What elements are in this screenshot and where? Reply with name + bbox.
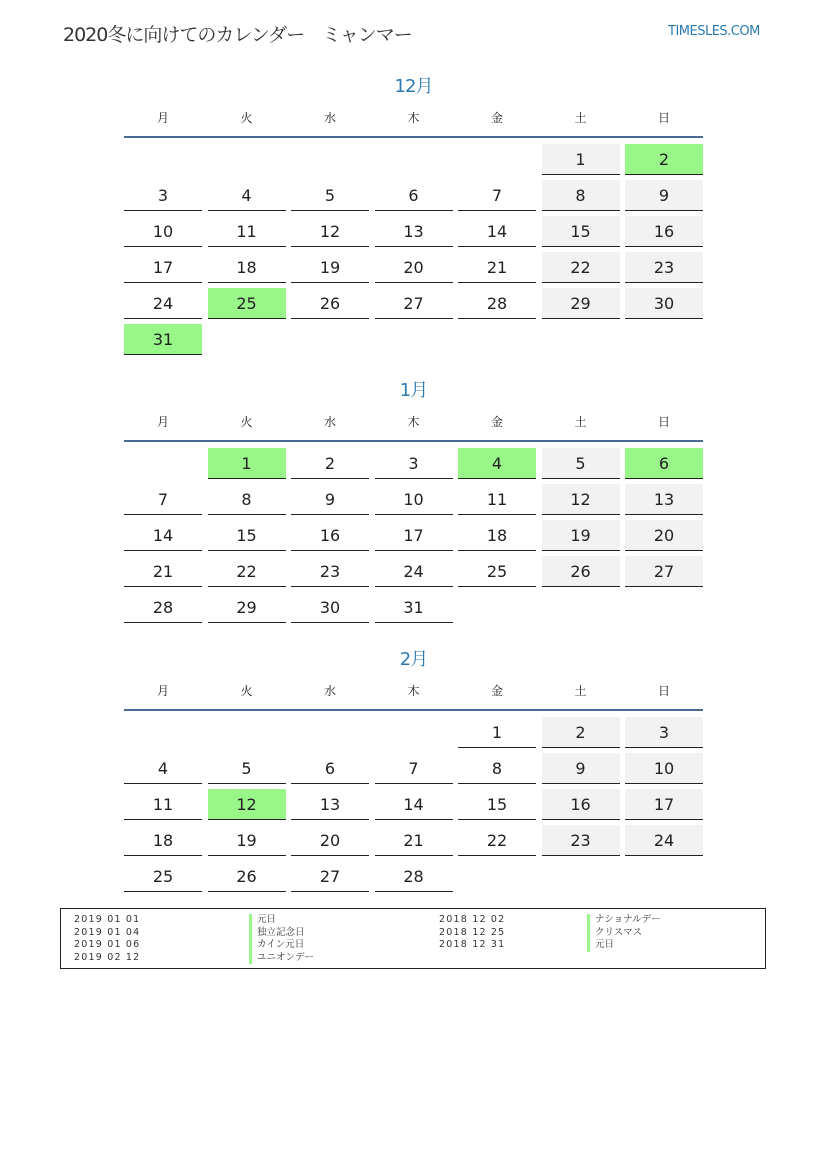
- day-cell: 9: [291, 484, 369, 515]
- day-cell: 15: [208, 520, 286, 551]
- day-cell: 31: [375, 592, 453, 623]
- day-cell: 23: [625, 252, 703, 283]
- day-cell: 21: [124, 556, 202, 587]
- day-cell: 11: [208, 216, 286, 247]
- day-cell: 17: [625, 789, 703, 820]
- weekday-label: 木: [407, 111, 420, 125]
- legend-names-1: [249, 914, 314, 964]
- weekday-label: 金: [490, 684, 503, 698]
- month-title: 2月: [399, 649, 428, 670]
- weekday-label: 金: [490, 111, 503, 125]
- day-cell: 27: [291, 861, 369, 892]
- weekday-label: 日: [657, 684, 670, 698]
- legend-dates-1: [74, 914, 140, 964]
- day-cell: 18: [208, 252, 286, 283]
- day-cell: 22: [458, 825, 536, 856]
- day-cell: 30: [291, 592, 369, 623]
- day-cell: 14: [458, 216, 536, 247]
- day-cell: 8: [208, 484, 286, 515]
- day-cell: 25: [458, 556, 536, 587]
- day-cell: 29: [542, 288, 620, 319]
- weekday-label: 月: [156, 415, 169, 429]
- day-cell: 7: [458, 180, 536, 211]
- legend-date: 2019 02 12: [74, 951, 141, 963]
- day-cell: 20: [625, 520, 703, 551]
- day-cell: 24: [625, 825, 703, 856]
- legend-date: 2018 12 31: [439, 939, 506, 950]
- day-cell: 28: [458, 288, 536, 319]
- day-cell: 3: [625, 717, 703, 748]
- day-cell: 4: [208, 180, 286, 211]
- day-cell: 20: [375, 252, 453, 283]
- legend-date: 2018 12 25: [439, 926, 506, 938]
- legend-date: 2019 01 04: [74, 926, 141, 938]
- weekday-header: [124, 413, 703, 429]
- day-cell: 18: [124, 825, 202, 856]
- brand-link[interactable]: TIMESLES.COM: [668, 24, 760, 39]
- day-cell: 23: [291, 556, 369, 587]
- legend-holiday-name: 元日: [587, 939, 661, 952]
- day-cell: 16: [542, 789, 620, 820]
- legend-holiday-name: 独立記念日: [249, 927, 314, 940]
- header-rule: [124, 440, 703, 442]
- day-cell: 16: [625, 216, 703, 247]
- day-cell: 12: [542, 484, 620, 515]
- weekday-label: 金: [490, 415, 503, 429]
- day-cell: 12: [208, 789, 286, 820]
- day-cell: 2: [542, 717, 620, 748]
- day-cell: 29: [208, 592, 286, 623]
- day-cell: 10: [625, 753, 703, 784]
- weekday-label: 火: [240, 415, 253, 429]
- day-cell: 26: [208, 861, 286, 892]
- day-cell: 1: [208, 448, 286, 479]
- day-cell: 9: [625, 180, 703, 211]
- legend-holiday-name: ナショナルデー: [587, 914, 661, 927]
- legend-date: 2018 12 02: [439, 914, 506, 925]
- day-cell: 5: [208, 753, 286, 784]
- day-cell: 11: [458, 484, 536, 515]
- day-cell: 8: [458, 753, 536, 784]
- day-cell: 6: [375, 180, 453, 211]
- weekday-label: 水: [323, 415, 336, 429]
- legend-holiday-name: カイン元日: [249, 939, 314, 952]
- header-rule: [124, 136, 703, 138]
- day-cell: 5: [291, 180, 369, 211]
- day-cell: 22: [542, 252, 620, 283]
- weekday-label: 水: [323, 111, 336, 125]
- legend-date: 2019 01 01: [74, 914, 141, 925]
- day-cell: 14: [124, 520, 202, 551]
- day-cell: 1: [542, 144, 620, 175]
- weekday-label: 日: [657, 415, 670, 429]
- day-cell: 27: [625, 556, 703, 587]
- weekday-header: [124, 109, 703, 125]
- legend-date: 2019 01 06: [74, 939, 141, 950]
- day-cell: 6: [291, 753, 369, 784]
- day-cell: 19: [208, 825, 286, 856]
- day-cell: 20: [291, 825, 369, 856]
- weekday-label: 土: [574, 684, 587, 698]
- weekday-label: 火: [240, 684, 253, 698]
- legend-holiday-name: 元日: [249, 914, 314, 927]
- weekday-label: 木: [407, 684, 420, 698]
- day-cell: 9: [542, 753, 620, 784]
- day-cell: 4: [124, 753, 202, 784]
- day-cell: 17: [375, 520, 453, 551]
- weekday-label: 土: [574, 111, 587, 125]
- day-cell: 8: [542, 180, 620, 211]
- day-cell: 18: [458, 520, 536, 551]
- day-cell: 10: [124, 216, 202, 247]
- day-cell: 21: [375, 825, 453, 856]
- weekday-label: 月: [156, 684, 169, 698]
- day-cell: 13: [291, 789, 369, 820]
- day-cell: 7: [124, 484, 202, 515]
- day-cell: 25: [208, 288, 286, 319]
- day-cell: 11: [124, 789, 202, 820]
- weekday-label: 土: [574, 415, 587, 429]
- day-cell: 7: [375, 753, 453, 784]
- day-cell: 25: [124, 861, 202, 892]
- day-cell: 28: [124, 592, 202, 623]
- day-cell: 13: [375, 216, 453, 247]
- day-cell: 26: [542, 556, 620, 587]
- weekday-label: 水: [323, 684, 336, 698]
- day-cell: 3: [375, 448, 453, 479]
- day-cell: 24: [375, 556, 453, 587]
- day-cell: 21: [458, 252, 536, 283]
- weekday-label: 火: [240, 111, 253, 125]
- weekday-label: 木: [407, 415, 420, 429]
- day-cell: 12: [291, 216, 369, 247]
- day-cell: 13: [625, 484, 703, 515]
- day-cell: 4: [458, 448, 536, 479]
- day-cell: 2: [291, 448, 369, 479]
- day-cell: 27: [375, 288, 453, 319]
- month-title: 12月: [394, 76, 433, 97]
- day-cell: 19: [291, 252, 369, 283]
- day-cell: 16: [291, 520, 369, 551]
- day-cell: 26: [291, 288, 369, 319]
- day-cell: 24: [124, 288, 202, 319]
- weekday-label: 日: [657, 111, 670, 125]
- legend-names-2: [587, 914, 661, 952]
- day-cell: 10: [375, 484, 453, 515]
- day-cell: 30: [625, 288, 703, 319]
- legend-dates-2: [439, 914, 505, 952]
- day-cell: 3: [124, 180, 202, 211]
- day-cell: 5: [542, 448, 620, 479]
- legend-holiday-name: クリスマス: [587, 927, 661, 940]
- weekday-label: 月: [156, 111, 169, 125]
- day-cell: 28: [375, 861, 453, 892]
- legend-holiday-name: ユニオンデー: [249, 952, 314, 965]
- day-cell: 1: [458, 717, 536, 748]
- day-cell: 22: [208, 556, 286, 587]
- page-title: 2020冬に向けてのカレンダー ミャンマー: [63, 24, 412, 46]
- day-cell: 19: [542, 520, 620, 551]
- day-cell: 15: [542, 216, 620, 247]
- holiday-legend: [60, 908, 766, 969]
- day-cell: 17: [124, 252, 202, 283]
- day-cell: 14: [375, 789, 453, 820]
- weekday-header: [124, 682, 703, 698]
- month-title: 1月: [399, 380, 428, 401]
- day-cell: 6: [625, 448, 703, 479]
- day-cell: 2: [625, 144, 703, 175]
- day-cell: 23: [542, 825, 620, 856]
- header-rule: [124, 709, 703, 711]
- day-cell: 31: [124, 324, 202, 355]
- day-cell: 15: [458, 789, 536, 820]
